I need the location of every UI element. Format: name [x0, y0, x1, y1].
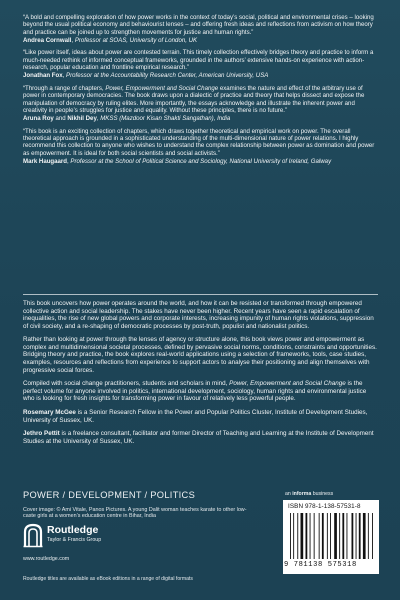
publisher-subtitle: Taylor & Francis Group	[47, 537, 102, 543]
informa-suffix: business	[311, 491, 334, 497]
editor-bio	[23, 430, 379, 445]
endorsements	[23, 14, 379, 170]
ebook-availability-note: Routledge titles are available as eBook editions in a range of digital formats	[23, 576, 193, 582]
quote-text: “Through a range of chapters,	[23, 84, 106, 92]
book-title-mention: Power, Empowerment and Social Change	[229, 380, 346, 388]
paragraph-text: Compiled with social change practitioners, students and scholars in mind,	[23, 380, 230, 388]
name-connector: and	[53, 115, 68, 123]
endorsement	[23, 85, 379, 123]
paragraph-text: is the perfect volume for anyone involved in politics, international development, sociology, human rights and environmental justice who is looking for fresh insights for transforming power in favour of relatively less powerful people.	[23, 380, 367, 403]
editor-name: Rosemary McGee	[23, 409, 76, 417]
endorser-affiliation: MKSS (Mazdoor Kisan Shakti Sangathan), India	[100, 115, 231, 123]
book-description	[23, 300, 379, 452]
endorser-affiliation: Professor at SOAS, University of London, UK	[74, 36, 198, 44]
endorsement	[23, 49, 379, 79]
editor-name: Jethro Pettit	[23, 430, 60, 438]
publisher-name: Routledge	[47, 524, 99, 536]
description-paragraph: This book uncovers how power operates around the world, and how it can be resisted or transformed through empowered collective action and social leadership. The stakes have never been higher. Recent years have seen a rapid escalation of inequalities, the rise of new global powers and corporate interests, increasing impunity of human rights violations, suppression of civil society, and a re-shaping of democratic processes by post-truth, populist and nationalist politics.	[23, 300, 374, 330]
endorsement-attribution: Andrea Cornwall, Professor at SOAS, University of London, UK	[23, 36, 198, 44]
endorsement-quote	[23, 85, 379, 115]
barcode-digits: 9 781138 575318	[284, 561, 357, 569]
endorsement-quote: “This book is an exciting collection of chapters, which draws together theoretical and empirical work on power. The overall theoretical approach is grounded in a sophisticated understanding of the multi-dimensional nature of power relations. I highly recommend this collection to anyone who wishes to understand the complex relationship between power as domination and power as empowerment. It is ideal for both social scientists and social activists.”	[23, 127, 375, 157]
informa-wordmark: informa	[292, 491, 312, 497]
section-divider	[23, 294, 378, 295]
endorsement-attribution: Aruna Roy and Nikhil Dey, MKSS (Mazdoor Kisan Shakti Sangathan), India	[23, 115, 231, 123]
endorsement-attribution: Mark Haugaard, Professor at the School of Political Science and Sociology, National University of Ireland, Galway	[23, 157, 332, 165]
description-paragraph	[23, 380, 379, 403]
endorser-name: Mark Haugaard	[23, 157, 68, 165]
endorser-name: Andrea Cornwall	[23, 36, 72, 44]
endorsement-quote: “Like power itself, ideas about power are contested terrain. This timely collection effectively bridges theory and practice to inform a much-needed rethink of informed conceptual frameworks, grounded in the authors’ extensive hands-on experience with action-research, popular education and frontline empirical research.”	[23, 49, 374, 72]
endorser-affiliation: Professor at the Accountability Research Center, American University, USA	[66, 72, 269, 80]
barcode-icon	[290, 513, 374, 559]
endorser-name: Jonathan Fox	[23, 72, 63, 80]
endorser-name: Aruna Roy	[23, 115, 54, 123]
routledge-logo-icon	[23, 522, 43, 548]
cover-image-credit: Cover image: © Ami Vitale, Panos Pictures. A young Dalit woman teaches karate to other low-caste girls at a women’s education centre in Bihar, India	[23, 507, 247, 520]
endorsement	[23, 14, 379, 44]
book-title-mention: Power, Empowerment and Social Change	[105, 84, 219, 92]
series-name: POWER / DEVELOPMENT / POLITICS	[23, 490, 196, 500]
endorser-affiliation: Professor at the School of Political Science and Sociology, National University of Ireland, Galway	[70, 157, 332, 165]
editor-bio-text: is a freelance consultant, facilitator and former Director of Teaching and Learning at the Institute of Development Studies at the University of Sussex, UK.	[23, 430, 374, 445]
description-paragraph: Rather than looking at power through the lenses of agency or structure alone, this book views power and empowerment as complex and multidimensional societal processes, defined by pervasive social norms, conditions, constraints and opportunities. Bridging theory and practice, the book explores real-world applications using a selection of frameworks, tools, case studies, examples, resources and reflections from experience to support actors to analyse their positioning and align themselves with progressive social forces.	[23, 336, 377, 374]
endorser-name: Nikhil Dey	[67, 115, 97, 123]
endorsement-quote: “A bold and compelling exploration of how power works in the context of today’s social, political and environmental crises – looking beyond the usual political economy and behaviourist lenses – and offering fresh ideas and reflections from activism on how theory and practice can be joined up to strengthen movements for justice and human rights.”	[23, 14, 374, 36]
informa-business-label	[285, 491, 333, 497]
isbn-label: ISBN 978-1-138-57531-8	[288, 503, 361, 510]
editor-bio	[23, 409, 379, 424]
endorsement	[23, 128, 379, 166]
informa-prefix: an	[285, 491, 293, 497]
publisher-url[interactable]: www.routledge.com	[23, 556, 70, 562]
editor-bio-text: is a Senior Research Fellow in the Power and Popular Politics Cluster, Institute of Development Studies, University of Sussex, UK.	[23, 409, 368, 424]
barcode-panel	[283, 500, 379, 574]
endorsement-attribution: Jonathan Fox, Professor at the Accountability Research Center, American University, USA	[23, 72, 269, 80]
publisher-logo	[23, 522, 143, 552]
quote-text: examines the nature and effect of the arbitrary use of power in contemporary democracies. The book draws upon a dialectic of practice and theory that helps dissect and expose the manipulation of democracy by ruling elites. More importantly, the essays acknowledge and illustrate the inherent power and creativity in people’s struggles for justice and equality. Without these principles, there is no future.”	[23, 84, 365, 115]
